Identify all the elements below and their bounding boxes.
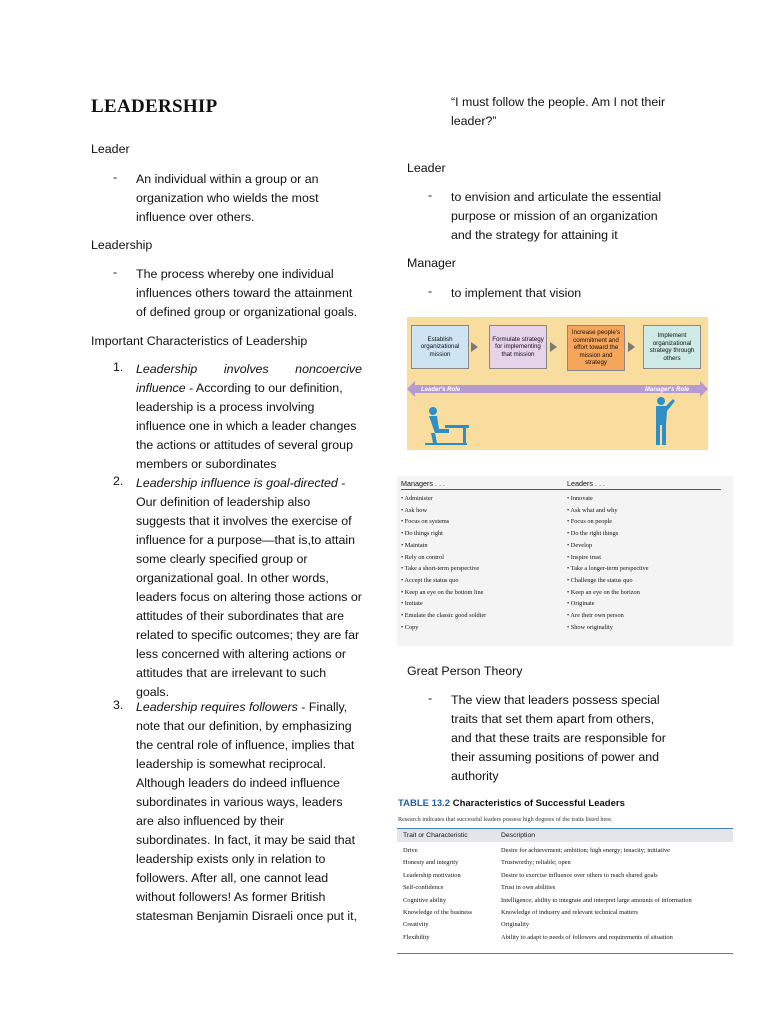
list-item: • Focus on people (567, 518, 613, 526)
italic-label: Leadership influence is goal-directed (136, 476, 338, 490)
list-number: 1. (113, 360, 124, 374)
list-item: • Maintain (401, 541, 428, 549)
description-cell: Originality (501, 921, 530, 929)
italic-label: Leadership requires followers (136, 700, 298, 714)
text-line: influences others toward the attainment (136, 286, 353, 300)
description-cell: Desire to exercise influence over others to reach shared goals (501, 871, 658, 879)
text-line: - According to our definition, (185, 381, 343, 395)
arrow-right-icon (550, 342, 557, 352)
leader-heading: Leader (91, 142, 130, 156)
text-line: members or subordinates (136, 457, 277, 471)
standing-manager-icon (647, 395, 677, 447)
description-cell: Ability to adapt to needs of followers and requirements of situation (501, 933, 673, 941)
table-label: TABLE 13.2 (398, 798, 451, 809)
arrow-right-icon (471, 342, 478, 352)
leader-role-definition (451, 188, 677, 245)
leader-manager-diagram (407, 317, 708, 450)
list-item: • Take a longer-term perspective (567, 565, 649, 573)
text-line: attitudes of their subordinates that are (136, 609, 345, 623)
trait-cell: Cognitive ability (403, 896, 447, 904)
list-item: • Rely on control (401, 553, 444, 561)
list-item: • Originate (567, 600, 595, 608)
great-person-definition (451, 691, 677, 786)
text-line: statesman Benjamin Disraeli once put it, (136, 909, 358, 923)
text-line: attitudes that are irrelevant to such (136, 666, 327, 680)
table-row (397, 921, 733, 933)
list-item: • Imitate (401, 600, 423, 608)
leadership-heading: Leadership (91, 238, 153, 252)
text-line: leadership is somewhat reciprocal. (136, 757, 327, 771)
list-item: • Do the right things (567, 530, 619, 538)
list-item: • Develop (567, 541, 593, 549)
description-cell: Trustworthy; reliable; open (501, 859, 571, 867)
text-line: goals. (136, 685, 170, 699)
text-line: and the strategy for attaining it (451, 228, 618, 242)
text-line: note that our definition, by emphasizing (136, 719, 352, 733)
list-number: 2. (113, 474, 124, 488)
arrow-right-icon (700, 381, 708, 397)
description-cell: Desire for achievement; ambition; high energy; tenacity; initiative (501, 847, 671, 854)
text-line: the actions or attitudes of several group (136, 438, 353, 452)
text-line: Although leaders do indeed influence (136, 776, 340, 790)
diagram-box: Establish organizational mission (411, 325, 469, 369)
text-line: authority (451, 769, 499, 783)
table-subtitle: Research indicates that successful leaders possess high degrees of the traits listed here. (398, 816, 613, 823)
column-header: Description (501, 832, 535, 839)
text-line: the central role of influence, implies that (136, 738, 355, 752)
text-line: suggests that it involves the exercise of (136, 514, 352, 528)
text-line (136, 698, 362, 717)
great-person-heading: Great Person Theory (407, 664, 523, 678)
text-line: “I must follow the people. Am I not their (451, 95, 666, 109)
text-line: leaders focus on altering those actions or (136, 590, 362, 604)
diagram-box: Implement organizational strategy through others (643, 325, 701, 369)
trait-cell: Honesty and integrity (403, 859, 459, 867)
diagram-box: Formulate strategy for implementing that mission (489, 325, 547, 369)
trait-cell: Creativity (403, 921, 429, 929)
text-line: some clearly specified group or (136, 552, 308, 566)
manager-role-label: Manager's Role (645, 387, 690, 393)
managers-list (401, 493, 486, 633)
description-cell: Trust in own abilities (501, 884, 556, 892)
table-row (397, 909, 733, 921)
text-line: leadership exists only in relation to (136, 852, 326, 866)
quote (451, 93, 665, 131)
list-item (136, 474, 362, 702)
list-number: 3. (113, 698, 124, 712)
text-line: - (337, 476, 346, 490)
text-line: leadership is a process involving (136, 400, 315, 414)
text-line: followers. After all, one cannot lead (136, 871, 329, 885)
text-line: influence over others. (136, 210, 255, 224)
text-line: organization who wields the most (136, 191, 319, 205)
description-cell: Knowledge of industry and relevant technical matters (501, 908, 638, 916)
leaders-header: Leaders . . . (567, 479, 605, 488)
text-line: The process whereby one individual (136, 267, 334, 281)
seated-leader-icon (419, 403, 471, 447)
list-item: • Emulate the classic good soldier (401, 612, 487, 620)
description-cell: Intelligence; ability to integrate and interpret large amounts of information (501, 896, 692, 904)
list-item: • Ask how (401, 506, 427, 514)
list-item: • Take a short-term perspective (401, 565, 480, 573)
list-item: • Show originality (567, 623, 613, 631)
page-title: LEADERSHIP (91, 96, 218, 117)
text-line: less concerned with altering actions or (136, 647, 347, 661)
managers-header: Managers . . . (401, 479, 445, 488)
trait-cell: Knowledge of the business (403, 908, 473, 916)
text-line: without followers! As former British (136, 890, 326, 904)
dash-bullet: - (428, 284, 433, 298)
leaders-list (567, 493, 649, 633)
table-bottom-rule (397, 953, 733, 954)
dash-bullet: - (428, 188, 433, 202)
text-line: organizational goal. In other words, (136, 571, 329, 585)
list-item: • Accept the status quo (401, 576, 459, 584)
manager-heading: Manager (407, 256, 456, 270)
trait-cell: Flexibility (403, 933, 430, 941)
text-line: Our definition of leadership also (136, 495, 311, 509)
text-line: to envision and articulate the essential (451, 190, 662, 204)
list-item (136, 360, 362, 474)
leader-definition (136, 170, 362, 227)
list-item: • Focus on systems (401, 518, 450, 526)
list-item: • Innovate (567, 495, 593, 502)
table-row (397, 897, 733, 909)
list-item: • Keep an eye on the bottom line (401, 588, 484, 596)
trait-cell: Drive (403, 847, 418, 854)
list-item: • Challenge the status quo (567, 576, 633, 584)
table-row (397, 872, 733, 884)
table-row (397, 884, 733, 896)
list-item (136, 698, 362, 926)
table-row (397, 934, 733, 946)
list-item: • Administer (401, 495, 433, 502)
dash-bullet: - (113, 170, 118, 184)
list-item: • Are their own person (567, 612, 624, 620)
table-caption: Characteristics of Successful Leaders (452, 798, 625, 809)
table-row (397, 847, 733, 859)
leader-heading-right: Leader (407, 161, 446, 175)
list-item: • Keep an eye on the horizon (567, 588, 640, 596)
arrow-right-icon (628, 342, 635, 352)
leader-role-label: Leader's Role (421, 387, 461, 393)
list-item: • Copy (401, 623, 419, 631)
divider (401, 489, 721, 490)
leadership-definition (136, 265, 362, 322)
text-line: and that these traits are responsible for (451, 731, 666, 745)
dash-bullet: - (113, 265, 118, 279)
text-line: are also influenced by their (136, 814, 285, 828)
text-line: of defined group or organizational goals. (136, 305, 358, 319)
table-body (397, 847, 733, 946)
diagram-box: Increase people's commitment and effort toward the mission and strategy (567, 325, 625, 371)
text-line (136, 474, 362, 493)
dash-bullet: - (428, 691, 433, 705)
text-line: - Finally, (297, 700, 348, 714)
list-item: • Do things right (401, 530, 443, 538)
table-row (397, 859, 733, 871)
text-line: influence one in which a leader changes (136, 419, 357, 433)
managers-leaders-table (397, 476, 733, 646)
traits-table (397, 796, 733, 954)
list-item: • Ask what and why (567, 506, 618, 514)
text-line: An individual within a group or an (136, 172, 319, 186)
column-header: Trait or Characteristic (403, 832, 468, 839)
characteristics-heading: Important Characteristics of Leadership (91, 334, 308, 348)
trait-cell: Self-confidence (403, 884, 444, 892)
table-title (398, 798, 625, 809)
text-line: influence - According to our definition, (136, 381, 343, 395)
text-line: traits that set them apart from others, (451, 712, 655, 726)
text-line: influence for a purpose—that is,to attain (136, 533, 356, 547)
table-header (397, 828, 733, 842)
text-line: Leadership involves noncoercive (136, 362, 362, 376)
text-line: The view that leaders possess special (451, 693, 660, 707)
text-line: subordinates in various ways, leaders (136, 795, 343, 809)
text-line: subordinates. In fact, it may be said that (136, 833, 356, 847)
text-line: leader?” (451, 114, 497, 128)
arrow-left-icon (407, 381, 415, 397)
manager-definition: to implement that vision (451, 286, 582, 300)
text-line: purpose or mission of an organization (451, 209, 658, 223)
text-line: their assuming positions of power and (451, 750, 660, 764)
text-line: related to specific outcomes; they are far (136, 628, 360, 642)
list-item: • Inspire trust (567, 553, 602, 561)
trait-cell: Leadership motivation (403, 871, 461, 879)
